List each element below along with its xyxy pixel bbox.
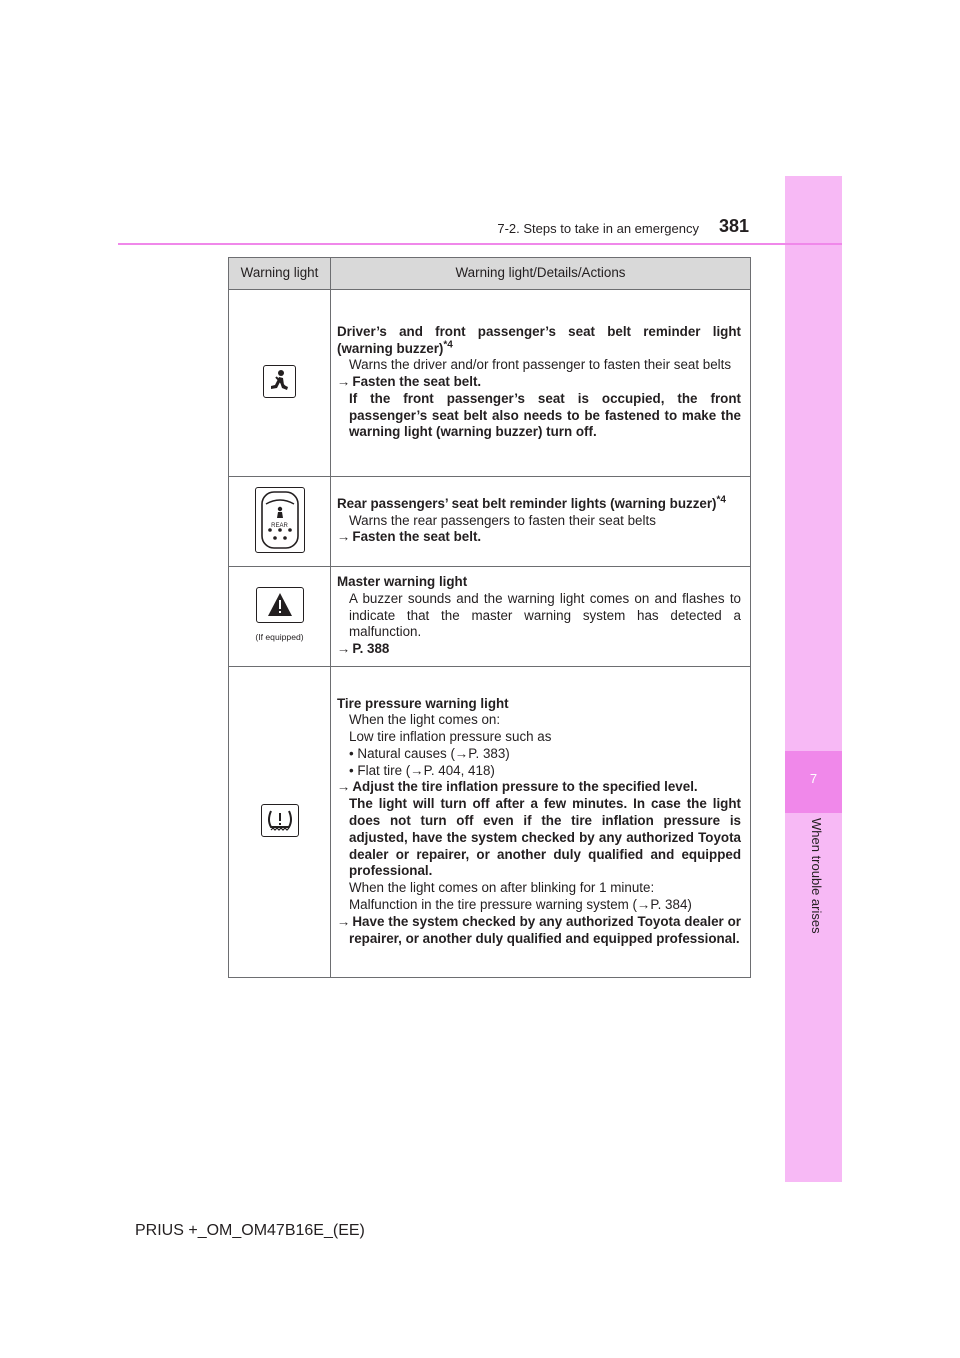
chapter-title: When trouble arises: [809, 818, 824, 934]
details-cell: [331, 666, 751, 977]
arrow-icon: →: [337, 779, 351, 795]
arrow-icon: →: [337, 913, 351, 929]
chapter-number: 7: [809, 771, 818, 786]
row-title: Master warning light: [337, 574, 468, 589]
rear-label: REAR: [271, 522, 288, 529]
footnote-marker: *4: [716, 494, 726, 506]
header-divider: [118, 243, 842, 245]
cause-intro: Low tire inflation pressure such as: [349, 729, 552, 745]
row-title: Rear passengers’ seat belt reminder lights (warning buzzer)$^{*4}$: [337, 494, 726, 511]
icon-cell: [229, 290, 331, 477]
icon-cell: [229, 477, 331, 567]
table-row: [229, 290, 751, 477]
row-detail: Warns the driver and/or front passenger to fasten their seat belts: [349, 357, 732, 373]
malfunction-text: Malfunction in the tire pressure warning system (→P. 384): [349, 897, 692, 913]
bullet-item: • Flat tire (→P. 404, 418): [349, 762, 495, 778]
page-number: 381: [719, 216, 750, 236]
arrow-icon: →: [337, 641, 351, 657]
bullet-item: • Natural causes (→P. 383): [349, 745, 510, 761]
section-header: 7-2. Steps to take in an emergency: [497, 221, 699, 236]
tire-pressure-icon: [261, 804, 299, 837]
table-header-row: [229, 258, 751, 290]
document-code: PRIUS +_OM_OM47B16E_(EE): [135, 1222, 365, 1239]
col-header-warning-light: Warning light: [229, 258, 331, 290]
row-detail: A buzzer sounds and the warning light comes on and flashes to indicate that the master warning system has detected a malfunction.: [349, 590, 741, 640]
row-title: Tire pressure warning light: [337, 695, 509, 711]
row-action-2: → Have the system checked by any authorized Toyota dealer or repairer, or another duly qualified and equipped professional.: [337, 913, 741, 946]
when-blink-text: When the light comes on after blinking for 1 minute:: [349, 880, 655, 896]
details-cell: [331, 477, 751, 567]
row-action: → Fasten the seat belt.: [337, 529, 482, 545]
table-row: [229, 567, 751, 667]
row-action: → Fasten the seat belt.: [337, 374, 482, 390]
row-action: → Adjust the tire inflation pressure to the specified level.: [337, 779, 698, 795]
when-on-text: When the light comes on:: [349, 712, 501, 728]
table-row: [229, 477, 751, 567]
if-equipped-note: (If equipped): [255, 631, 304, 642]
arrow-icon: →: [337, 529, 351, 545]
warning-light-table: [228, 257, 751, 978]
details-cell: [331, 567, 751, 667]
chapter-side-tab: [785, 176, 842, 1182]
table-row: [229, 666, 751, 977]
footnote-marker: *4: [443, 339, 453, 351]
row-detail: Warns the rear passengers to fasten their seat belts: [349, 512, 656, 528]
details-cell: [331, 290, 751, 477]
arrow-icon: →: [337, 374, 351, 390]
row-action-note: If the front passenger’s seat is occupied, the front passenger’s seat belt also needs to be fastened to make the warning light (warning buzzer) turn off.: [349, 390, 741, 440]
seat-belt-icon: [263, 365, 296, 398]
icon-cell: [229, 666, 331, 977]
rear-seat-belt-icon: [255, 487, 305, 553]
row-action-note: The light will turn off after a few minutes. In case the light does not turn off even if the tire inflation pressure is adjusted, have the system checked by any authorized Toyota dealer or repairer, or another duly qualified and equipped professional.: [349, 796, 741, 879]
col-header-details: Warning light/Details/Actions: [331, 258, 751, 290]
row-action: → P. 388: [337, 641, 390, 657]
master-warning-icon: [256, 587, 304, 623]
icon-cell: [229, 567, 331, 667]
row-title: Driver’s and front passenger’s seat belt reminder light (warning buzzer)$^{*4}$: [337, 323, 741, 356]
